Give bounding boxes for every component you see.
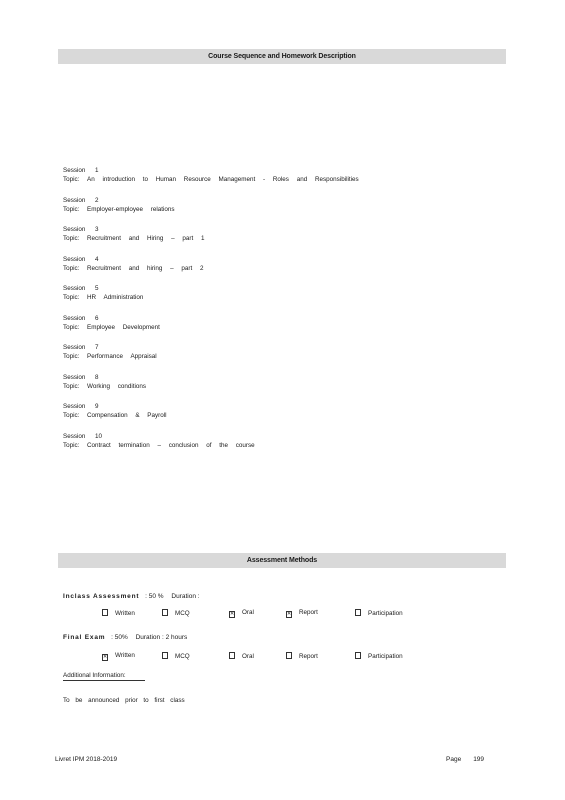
option-label: Written xyxy=(115,652,135,659)
checked-box-icon: ✕ xyxy=(230,611,235,617)
final-exam-duration: Duration : 2 hours xyxy=(135,634,188,641)
option-report xyxy=(286,609,318,618)
checkbox-icon xyxy=(229,652,235,659)
session-number: 3 xyxy=(95,226,99,233)
session-item xyxy=(63,225,503,255)
session-topic: Employer-employee relations xyxy=(87,205,175,213)
checkbox-icon xyxy=(102,609,108,616)
topic-label: Topic: xyxy=(63,294,80,301)
session-list xyxy=(63,166,503,461)
session-topic: Contract termination – conclusion of the course xyxy=(87,441,255,449)
topic-label: Topic: xyxy=(63,205,80,213)
checked-box-icon: ✕ xyxy=(287,611,292,617)
session-label: Session xyxy=(63,226,86,233)
session-item xyxy=(63,284,503,314)
session-label: Session xyxy=(63,196,86,204)
session-topic: Working conditions xyxy=(87,382,147,390)
option-label: Participation xyxy=(368,653,403,660)
checked-box-icon: ✕ xyxy=(103,654,108,660)
option-written xyxy=(102,652,135,661)
session-item xyxy=(63,432,503,462)
session-number: 1 xyxy=(95,167,99,174)
footer-page-label: Page xyxy=(446,756,462,763)
option-written xyxy=(102,609,135,617)
inclass-weight: : 50 % xyxy=(145,593,164,600)
checkbox-icon xyxy=(355,652,361,659)
option-participation xyxy=(355,609,403,617)
session-topic: HR Administration xyxy=(87,294,144,301)
option-label: Oral xyxy=(242,609,254,616)
session-label: Session xyxy=(63,344,86,351)
option-oral xyxy=(229,609,254,618)
session-number: 4 xyxy=(95,255,99,263)
section-title-assessment-methods: Assessment Methods xyxy=(58,553,506,568)
session-topic: An introduction to Human Resource Management - Roles and Responsibilities xyxy=(87,176,359,183)
option-label: Report xyxy=(299,609,318,616)
session-topic: Recruitment and hiring – part 2 xyxy=(87,264,204,272)
option-label: Oral xyxy=(242,653,254,660)
inclass-duration: Duration : xyxy=(171,593,200,600)
session-item xyxy=(63,255,503,285)
footer-page xyxy=(446,756,484,763)
session-label: Session xyxy=(63,373,86,381)
checkbox-icon xyxy=(162,609,168,616)
option-label: Participation xyxy=(368,610,403,617)
topic-label: Topic: xyxy=(63,441,80,449)
option-oral xyxy=(229,652,254,660)
session-item xyxy=(63,166,503,196)
additional-information-label: Additional Information: xyxy=(63,672,145,681)
topic-label: Topic: xyxy=(63,176,80,183)
inclass-assessment-line xyxy=(63,593,200,600)
session-number: 8 xyxy=(95,373,99,381)
final-exam-weight: : 50% xyxy=(111,634,128,641)
session-item xyxy=(63,196,503,226)
section-title-course-sequence: Course Sequence and Homework Description xyxy=(58,49,506,64)
checkbox-icon xyxy=(162,652,168,659)
option-label: Report xyxy=(299,653,318,660)
option-mcq xyxy=(162,609,190,617)
option-label: MCQ xyxy=(175,610,190,617)
session-number: 7 xyxy=(95,344,99,351)
session-topic: Performance Appraisal xyxy=(87,353,157,360)
topic-label: Topic: xyxy=(63,353,80,360)
final-exam-title: Final Exam xyxy=(63,634,106,641)
inclass-title: Inclass Assessment xyxy=(63,593,140,600)
session-label: Session xyxy=(63,314,86,322)
topic-label: Topic: xyxy=(63,323,80,331)
option-label: MCQ xyxy=(175,653,190,660)
topic-label: Topic: xyxy=(63,412,80,419)
topic-label: Topic: xyxy=(63,264,80,272)
session-label: Session xyxy=(63,432,86,440)
session-label: Session xyxy=(63,403,86,410)
session-number: 6 xyxy=(95,314,99,322)
option-label: Written xyxy=(115,610,135,617)
footer-page-number: 199 xyxy=(473,756,485,763)
checkbox-icon xyxy=(355,609,361,616)
footer-booklet-title: Livret IPM 2018-2019 xyxy=(55,756,118,763)
option-participation xyxy=(355,652,403,660)
session-topic: Compensation & Payroll xyxy=(87,412,167,419)
session-item xyxy=(63,314,503,344)
session-topic: Employee Development xyxy=(87,323,160,331)
session-label: Session xyxy=(63,167,86,174)
option-report xyxy=(286,652,318,660)
additional-information-text: To be announced prior to first class xyxy=(63,697,185,704)
session-item xyxy=(63,343,503,373)
final-exam-line xyxy=(63,634,187,641)
checkbox-icon xyxy=(286,652,292,659)
session-number: 9 xyxy=(95,403,99,410)
option-mcq xyxy=(162,652,190,660)
session-number: 10 xyxy=(95,432,103,440)
session-item xyxy=(63,373,503,403)
session-label: Session xyxy=(63,285,86,292)
topic-label: Topic: xyxy=(63,235,80,242)
session-number: 2 xyxy=(95,196,99,204)
session-topic: Recruitment and Hiring – part 1 xyxy=(87,235,205,242)
session-number: 5 xyxy=(95,285,99,292)
session-item xyxy=(63,402,503,432)
topic-label: Topic: xyxy=(63,382,80,390)
session-label: Session xyxy=(63,255,86,263)
